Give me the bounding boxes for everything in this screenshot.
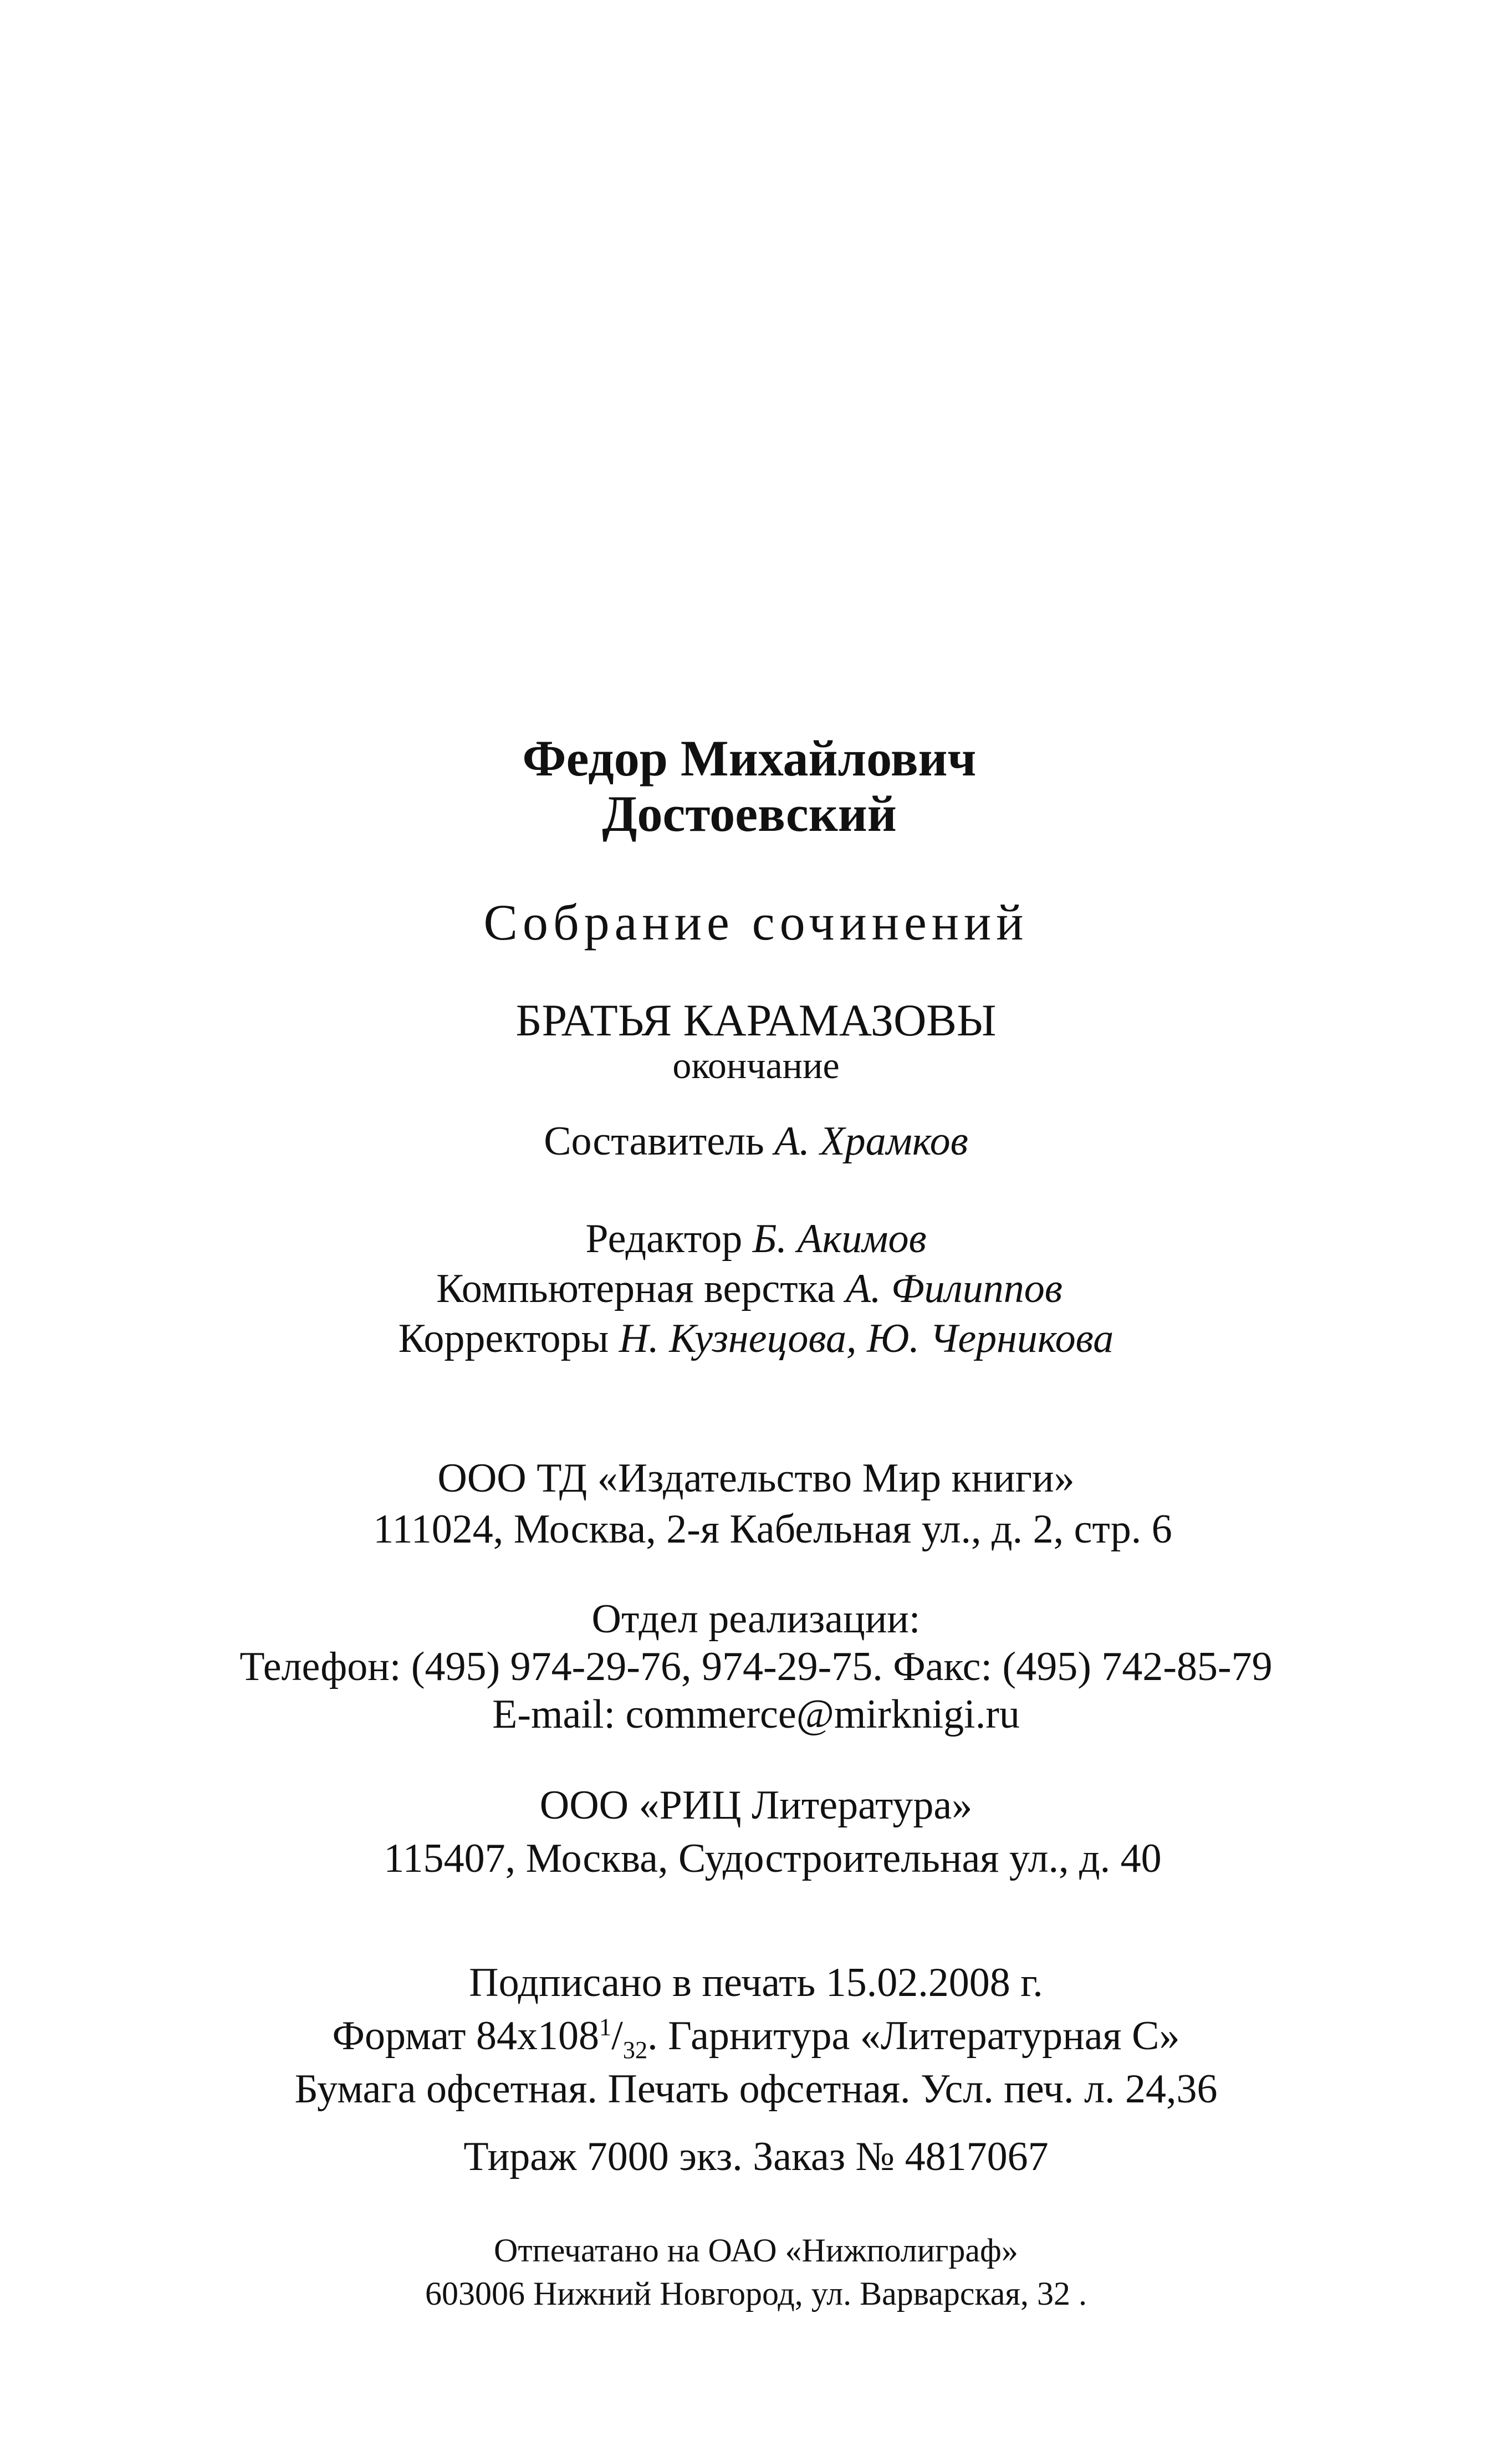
editor-credit (0, 1216, 1512, 1262)
book-subtitle: окончание (672, 1044, 840, 1086)
book-title: БРАТЬЯ КАРАМАЗОВЫ (515, 995, 997, 1045)
format-fraction-denominator: 32 (622, 2035, 648, 2064)
series-title: Собрание сочинений (483, 894, 1029, 951)
compiler-label: Составитель (544, 1119, 764, 1164)
paper-line: Бумага офсетная. Печать офсетная. Усл. печ. л. 24,36 (294, 2066, 1218, 2112)
layout-name: А. Филиппов (845, 1266, 1063, 1311)
format-prefix: Формат 84х108 (332, 2013, 599, 2059)
proofreaders-credit (0, 1318, 1512, 1359)
format-line (0, 2013, 1512, 2064)
format-fraction-slash: / (611, 2013, 623, 2059)
signed-to-print: Подписано в печать 15.02.2008 г. (469, 1960, 1043, 2005)
compiler-credit (0, 1121, 1512, 1162)
publisher-phones: Телефон: (495) 974-29-76, 974-29-75. Факс: (495) 742-85-79 (239, 1644, 1273, 1689)
sales-department: Отдел реализации: (591, 1596, 921, 1642)
coproducer-name: ООО «РИЦ Литература» (539, 1783, 973, 1828)
print-run: Тираж 7000 экз. Заказ № 4817067 (463, 2134, 1049, 2179)
proofreaders-label: Корректоры (398, 1316, 609, 1361)
publisher-name: ООО ТД «Издательство Мир книги» (437, 1456, 1075, 1501)
editor-name: Б. Акимов (752, 1216, 927, 1262)
author-last-name: Достоевский (602, 785, 897, 842)
author-first-name: Федор Михайлович (522, 730, 977, 787)
printer-name: Отпечатано на ОАО «Нижполиграф» (494, 2232, 1018, 2269)
publisher-email: E-mail: commerce@mirknigi.ru (492, 1692, 1020, 1737)
format-suffix: . Гарнитура «Литературная С» (647, 2013, 1180, 2059)
printer-address: 603006 Нижний Новгород, ул. Варварская, 32 . (425, 2275, 1087, 2312)
editor-label: Редактор (585, 1216, 743, 1262)
compiler-name: А. Храмков (774, 1119, 968, 1164)
layout-credit (0, 1268, 1505, 1309)
format-fraction-numerator: 1 (599, 2013, 612, 2041)
layout-label: Компьютерная верстка (436, 1266, 836, 1311)
coproducer-address: 115407, Москва, Судостроительная ул., д. 40 (384, 1836, 1162, 1881)
publisher-address: 111024, Москва, 2-я Кабельная ул., д. 2, стр. 6 (373, 1507, 1172, 1552)
proofreaders-names: Н. Кузнецова, Ю. Черникова (619, 1316, 1114, 1361)
